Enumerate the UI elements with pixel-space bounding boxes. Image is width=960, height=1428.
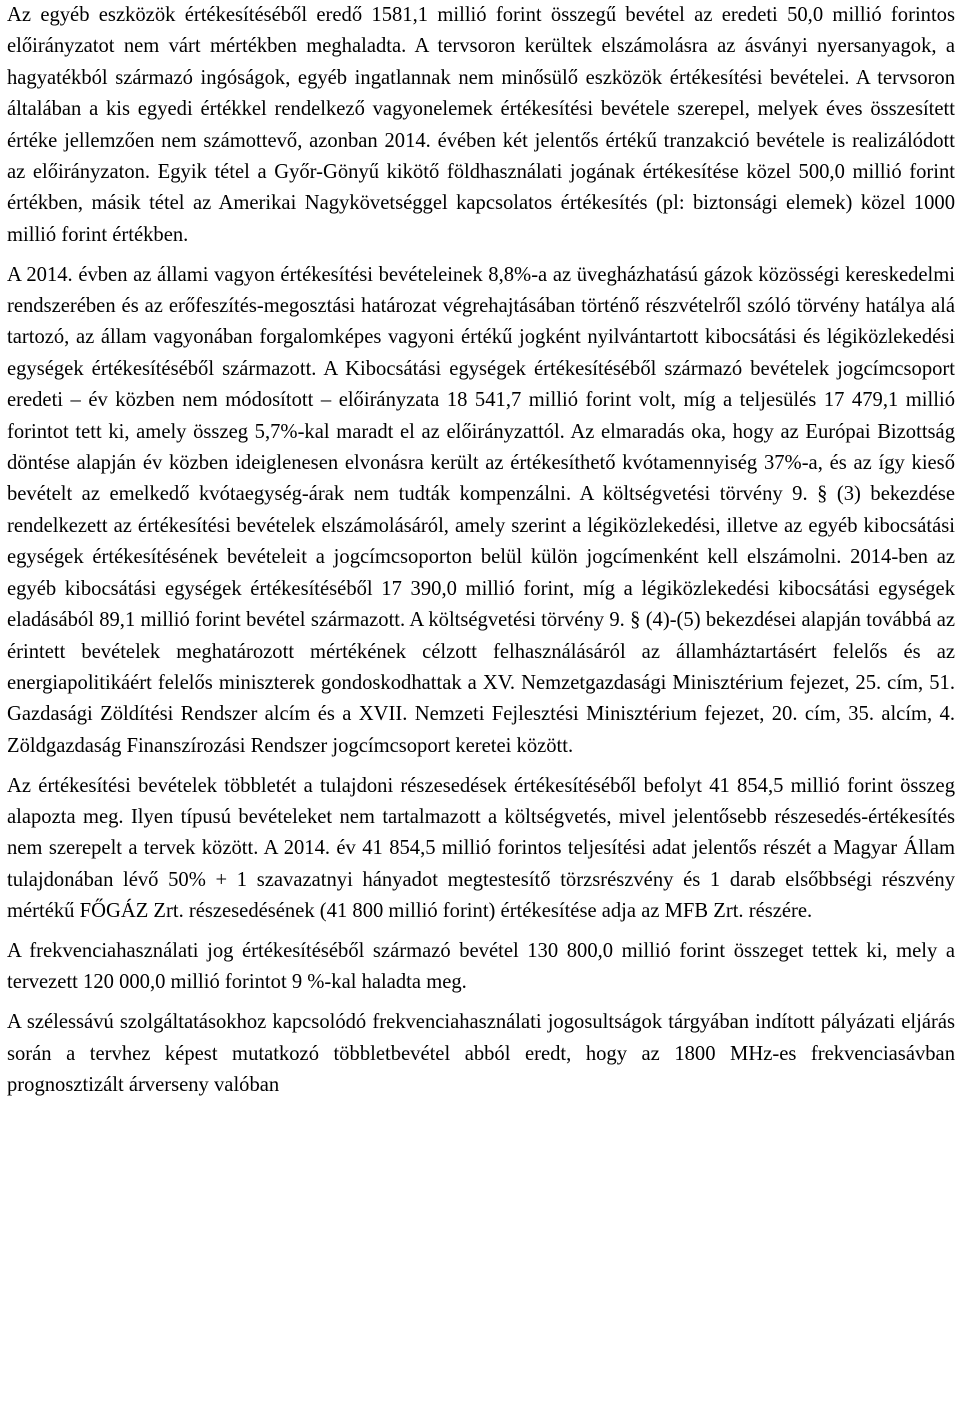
paragraph-ownership-shares: Az értékesítési bevételek többletét a tulajdoni részesedések értékesítéséből befolyt 41 854,5 millió forint összeg alapozta meg. Ilyen típusú bevételeket nem tartalmazott a költségvetés, mivel jelentősebb részesedés-értékesítés nem szerepelt a tervek között. A 2014. év 41 854,5 millió forintos teljesítési adat jelentős részét a Magyar Állam tulajdonában lévő 50% + 1 szavazatnyi hányadot megtestesítő törzsrészvény és 1 darab elsőbbségi részvény mértékű FŐGÁZ Zrt. részesedésének (41 800 millió forint) értékesítése adja az MFB Zrt. részére.: [7, 774, 955, 923]
paragraph-other-assets-sales: Az egyéb eszközök értékesítéséből eredő 1581,1 millió forint összegű bevétel az eredeti 50,0 millió forintos előirányzatot nem várt mértékben meghaladta. A tervsoron kerültek elszámolásra az ásványi nyersanyagok, a hagyatékból származó ingóságok, egyéb ingatlannak nem minősülő eszközök értékesítési bevételei. A tervsoron általában a kis egyedi értékkel rendelkező vagyonelemek értékesítési bevétele szerepel, melyek éves összesített értéke jellemzően nem számottevő, azonban 2014. évében két jelentős értékű tranzakció bevétele is realizálódott az előirányzaton. Egyik tétel a Győr-Gönyű kikötő földhasználati jogának értékesítése közel 500,0 millió forint értékben, másik tétel az Amerikai Nagykövetséggel kapcsolatos értékesítés (pl: biztonsági elemek) közel 1000 millió forint értékben.: [7, 4, 955, 246]
paragraph-frequency-rights: A frekvenciahasználati jog értékesítéséből származó bevétel 130 800,0 millió forint összeget tettek ki, mely a tervezett 120 000,0 millió forintot 9 %-kal haladta meg.: [7, 939, 955, 994]
paragraph-broadband-tender: A szélessávú szolgáltatásokhoz kapcsolódó frekvenciahasználati jogosultságok tárgyában indított pályázati eljárás során a tervhez képest mutatkozó többletbevétel abból eredt, hogy az 1800 MHz-es frekvenciasávban prognosztizált árverseny valóban: [7, 1011, 955, 1096]
document-page: [7, 0, 955, 1101]
paragraph-emission-units: A 2014. évben az állami vagyon értékesítési bevételeinek 8,8%-a az üvegházhatású gázok közösségi kereskedelmi rendszerében és az erőfeszítés-megosztási határozat végrehajtásában történő részvételről szóló törvény hatálya alá tartozó, az állam vagyonában forgalomképes vagyoni értékű jogként nyilvántartott kibocsátási és légiközlekedési egységek értékesítéséből származott. A Kibocsátási egységek értékesítéséből származó bevételek jogcímcsoport eredeti – év közben nem módosított – előirányzata 18 541,7 millió forint volt, míg a teljesülés 17 479,1 millió forintot tett ki, amely összeg 5,7%-kal maradt el az előirányzattól. Az elmaradás oka, hogy az Európai Bizottság döntése alapján év közben ideiglenesen elvonásra került az értékesíthető kvótamennyiség 37%-a, és az így kieső bevételt az emelkedő kvótaegység-árak nem tudták kompenzálni. A költségvetési törvény 9. § (3) bekezdése rendelkezett az értékesítési bevételek elszámolásáról, amely szerint a légiközlekedési, illetve az egyéb kibocsátási egységek értékesítésének bevételeit a jogcímcsoporton belül külön jogcímenként kell elszámolni. 2014-ben az egyéb kibocsátási egységek értékesítéséből 17 390,0 millió forint, míg a légiközlekedési kibocsátási egységek eladásából 89,1 millió forint bevétel származott. A költségvetési törvény 9. § (4)-(5) bekezdései alapján továbbá az érintett bevételek meghatározott mértékének célzott felhasználásáról az államháztartásért felelős és az energiapolitikáért felelős miniszterek gondoskodhattak a XV. Nemzetgazdasági Minisztérium fejezet, 25. cím, 51. Gazdasági Zöldítési Rendszer alcím és a XVII. Nemzeti Fejlesztési Minisztérium fejezet, 20. cím, 35. alcím, 4. Zöldgazdaság Finanszírozási Rendszer jogcímcsoport keretei között.: [7, 263, 955, 757]
